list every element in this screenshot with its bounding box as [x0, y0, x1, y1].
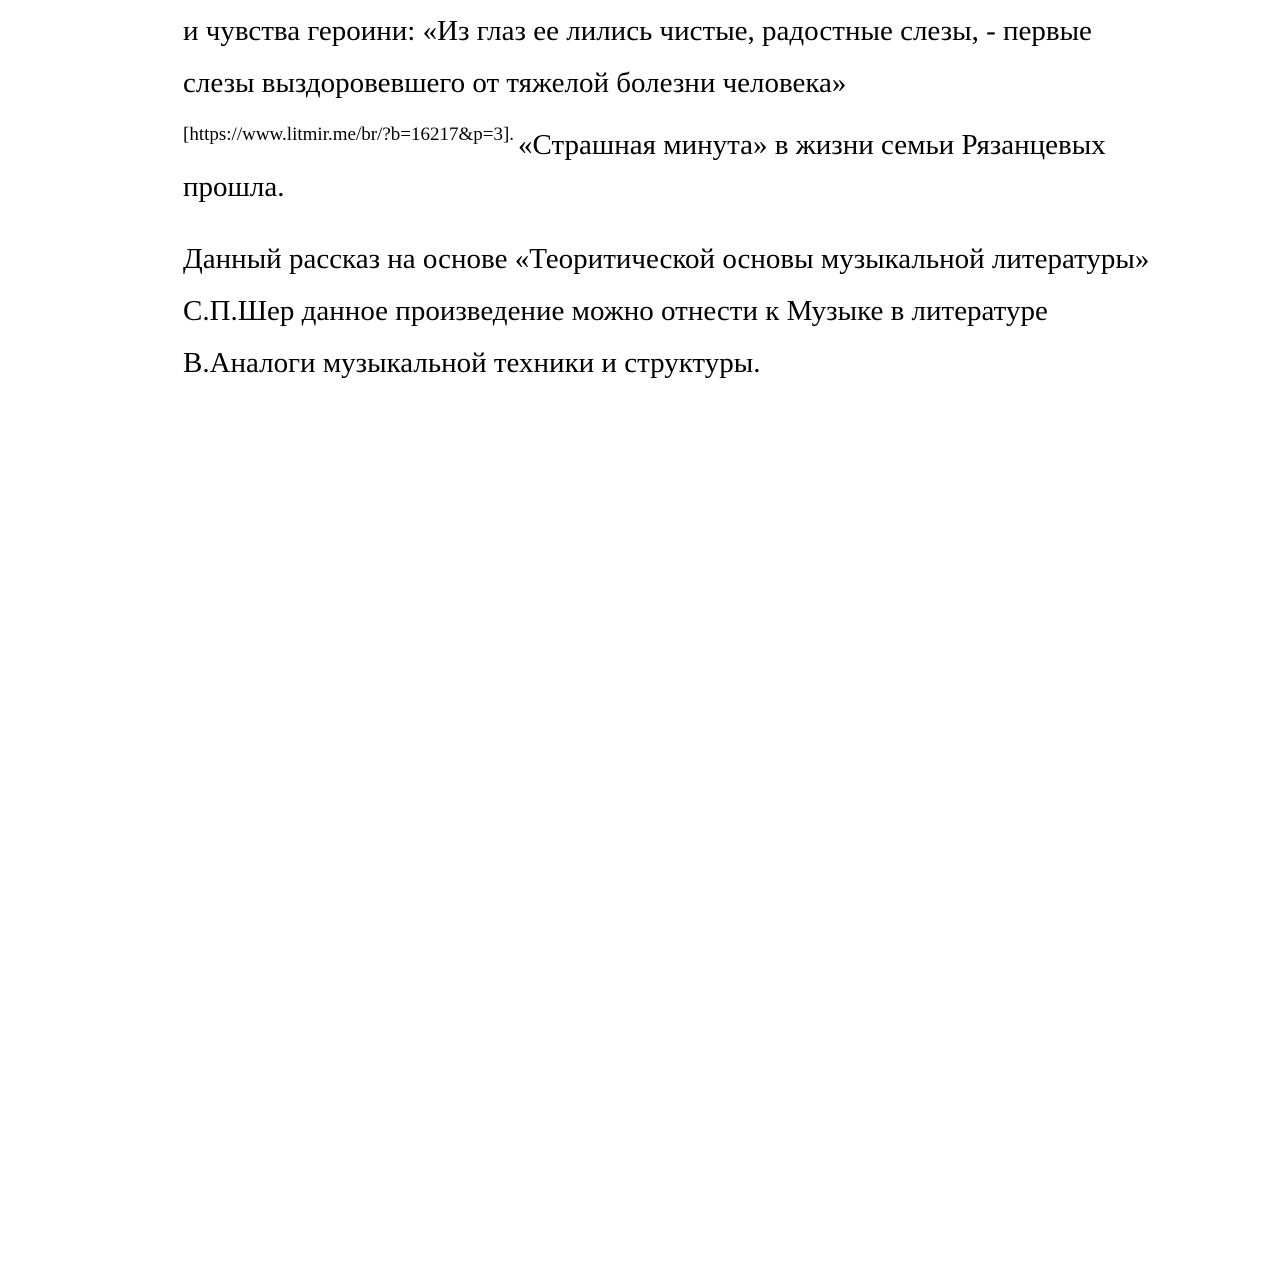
text-line: Данный рассказ на основе «Теоритической основы музыкальной литературы»	[183, 243, 1150, 275]
text-line-content: «Страшная минута» в жизни семьи Рязанцевых	[518, 129, 1106, 161]
text-line: В.Аналоги музыкальной техники и структуры.	[183, 347, 761, 379]
text-line: прошла.	[183, 171, 285, 203]
paragraph-analysis	[183, 233, 1213, 389]
text-line: слезы выздоровевшего от тяжелой болезни человека»	[183, 67, 847, 99]
paragraph-quote	[183, 5, 1213, 213]
text-line: С.П.Шер данное произведение можно отнести к Музыке в литературе	[183, 295, 1048, 327]
text-line-with-reference	[183, 109, 1213, 161]
text-line: и чувства героини: «Из глаз ее лились чистые, радостные слезы, - первые	[183, 15, 1092, 47]
source-reference: [https://www.litmir.me/br/?b=16217&p=3].	[183, 124, 515, 145]
